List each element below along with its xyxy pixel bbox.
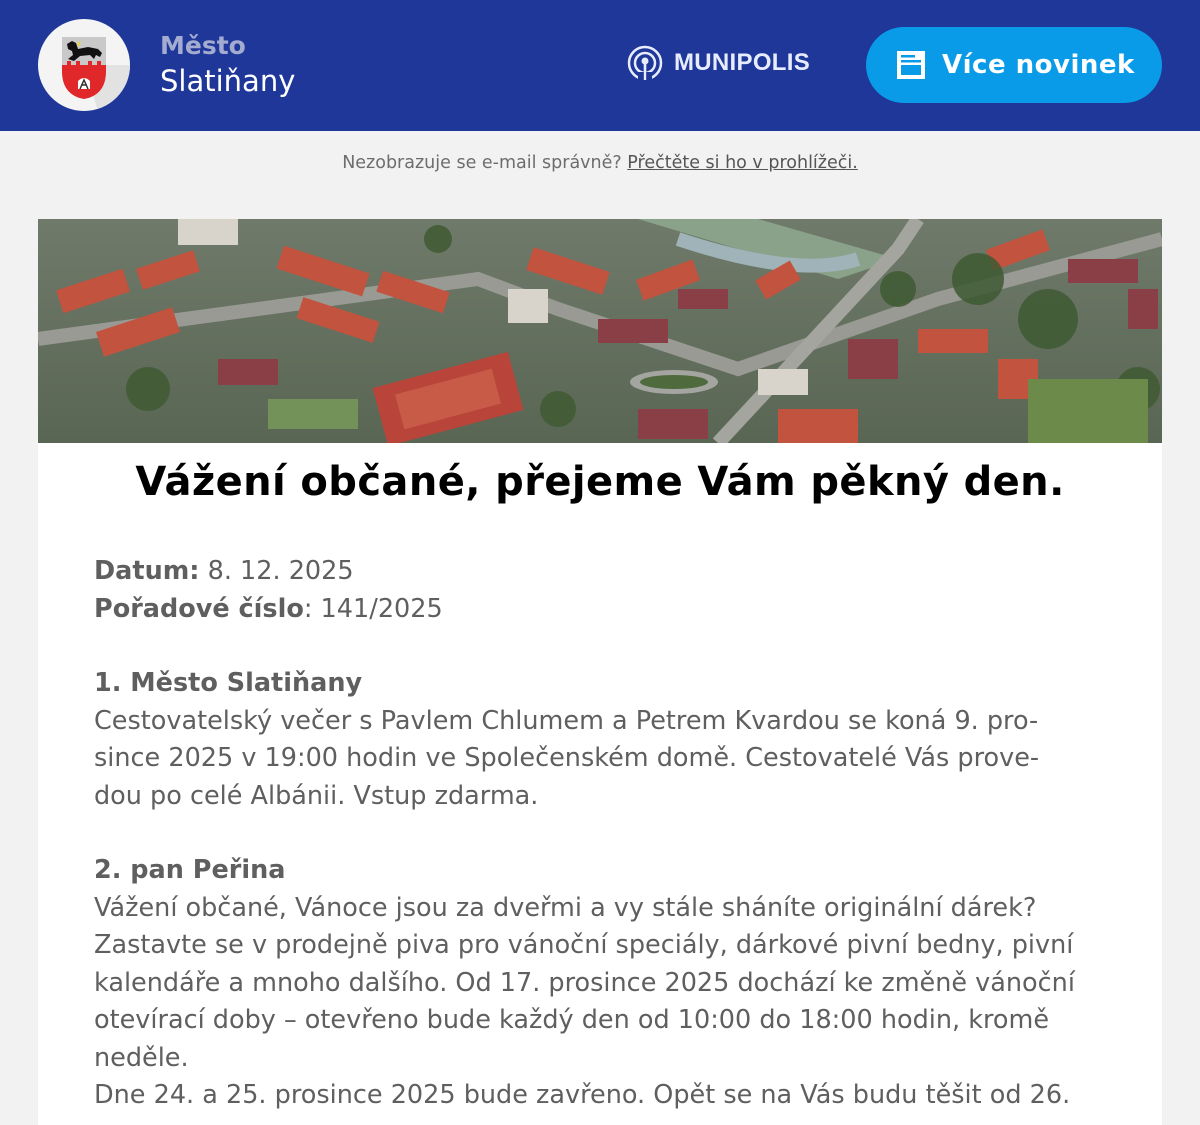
date-label: Datum: — [94, 556, 200, 586]
body-line: Dne 24. a 25. prosince 2025 bude zavřeno. Opět se na Vás budu těšit od 26. — [94, 1080, 1071, 1110]
greeting-heading: Vážení občané, přejeme Vám pěkný den. — [135, 459, 1065, 505]
date-value: 8. 12. 2025 — [199, 556, 354, 586]
town-brand — [160, 30, 295, 100]
more-news-button[interactable] — [866, 27, 1162, 103]
body-line: Zastavte se v prodejně piva pro vánoční speciály, dárkové pivní bedny, pivní — [94, 930, 1074, 960]
body-line: neděle. — [94, 1042, 189, 1073]
munipolis-logo[interactable] — [626, 44, 810, 82]
message-content — [94, 553, 1114, 1115]
town-aerial-photo — [38, 219, 1162, 443]
body-line: dou po celé Albánii. Vstup zdarma. — [94, 780, 539, 811]
news-item-title: 2. pan Peřina — [94, 855, 286, 885]
issue-number-line — [94, 591, 1114, 629]
news-item — [94, 665, 1114, 815]
more-news-label: Více novinek — [942, 50, 1135, 80]
date-line — [94, 553, 1114, 591]
news-item — [94, 852, 1114, 1115]
message-card — [38, 219, 1162, 1125]
news-item-title: 1. Město Slatiňany — [94, 668, 363, 698]
body-line: since 2025 v 19:00 hodin ve Společenském domě. Cestovatelé Vás prove- — [94, 743, 1040, 773]
munipolis-text: MUNIPOLIS — [674, 49, 811, 76]
news-item-body — [94, 890, 1114, 1115]
news-item-body — [94, 703, 1114, 816]
body-line: Vážení občané, Vánoce jsou za dveřmi a vy stále sháníte originální dárek? — [94, 892, 1037, 923]
issue-number-value: : 141/2025 — [303, 593, 443, 624]
town-logo[interactable] — [38, 19, 130, 111]
newspaper-icon — [896, 50, 926, 80]
email-header — [0, 0, 1200, 131]
view-in-browser-link[interactable]: Přečtěte si ho v prohlížeči. — [627, 153, 858, 173]
body-line: otevírací doby – otevřeno bude každý den od 10:00 do 18:00 hodin, kromě — [94, 1005, 1050, 1035]
brand-town-name: Slatiňany — [160, 64, 296, 98]
body-line: Cestovatelský večer s Pavlem Chlumem a Petrem Kvardou se koná 9. pro- — [94, 705, 1039, 736]
brand-town-label: Město — [160, 31, 246, 60]
body-line: kalendáře a mnoho dalšího. Od 17. prosince 2025 dochází ke změně vánoční — [94, 967, 1075, 998]
view-in-browser-bar — [0, 131, 1200, 219]
preheader-text: Nezobrazuje se e-mail správně? — [342, 153, 622, 173]
coat-of-arms-icon — [38, 19, 130, 111]
issue-number-label: Pořadové číslo — [94, 593, 304, 624]
broadcast-icon — [626, 44, 664, 82]
aerial-photo-image — [38, 219, 1162, 443]
